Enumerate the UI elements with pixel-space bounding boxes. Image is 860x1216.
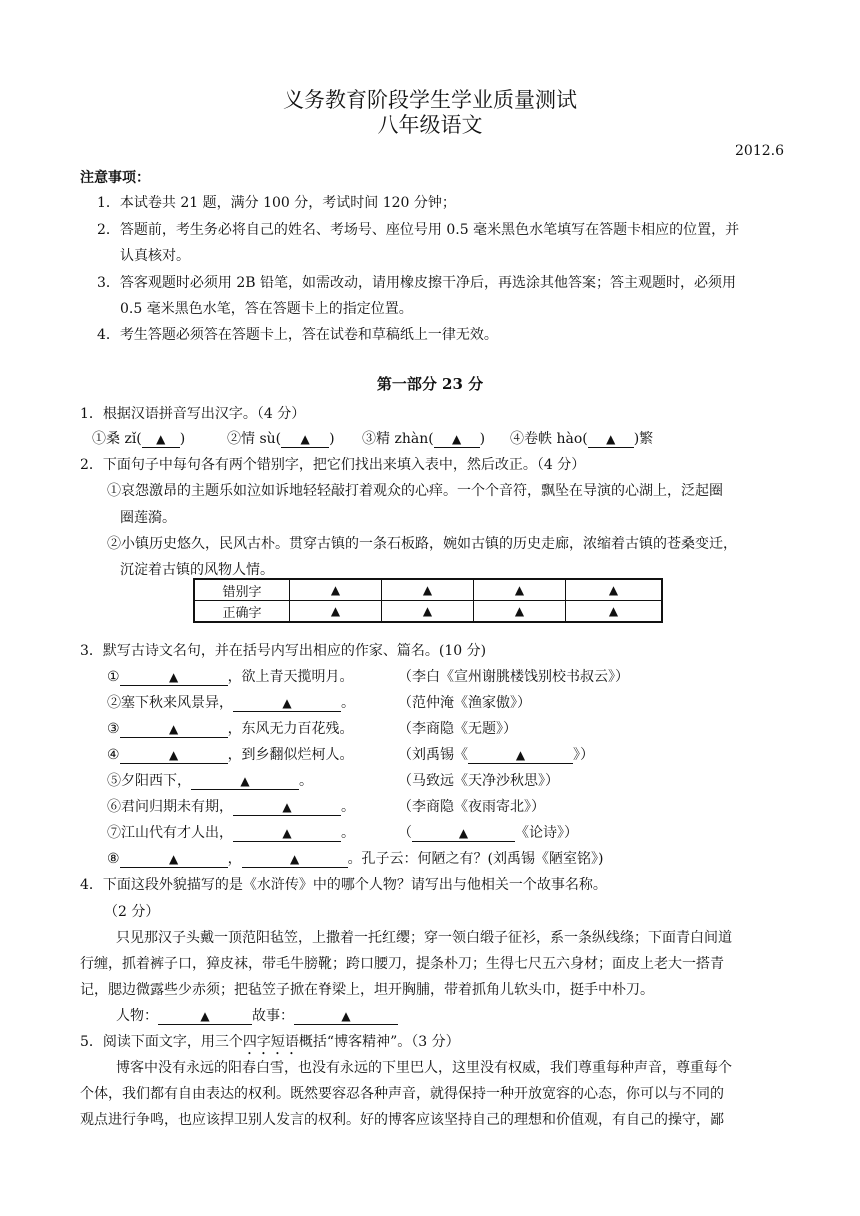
poem-line: ① ▲ ，欲上青天揽明月。 (107, 669, 354, 685)
poem-line: ④ ▲ ，到乡翻似烂柯人。 (107, 747, 354, 763)
row-header: 正确字 (194, 601, 290, 623)
notice-item: 认真核对。 (120, 248, 190, 264)
q1-stem: 1．根据汉语拼音写出汉字。（4 分） (80, 406, 306, 422)
table-row (194, 601, 662, 623)
answer-blank[interactable]: ▲ (242, 852, 348, 868)
answer-cell[interactable]: ▲ (474, 579, 566, 601)
notice-heading: 注意事项： (80, 170, 150, 186)
section-title: 第一部分 23 分 (376, 375, 484, 393)
passage-line: 行缠，抓着裤子口，獐皮袜，带毛牛膀靴；跨口腰刀，提条朴刀；生得七尺五六身材；面皮上老大一搭青 (80, 956, 724, 972)
poem-line: ③ ▲ ，东风无力百花残。 (107, 721, 354, 737)
answer-blank[interactable]: ▲ (142, 432, 180, 448)
answer-cell[interactable]: ▲ (566, 601, 663, 623)
exam-subtitle: 八年级语文 (377, 113, 483, 137)
answer-cell[interactable]: ▲ (474, 601, 566, 623)
answer-blank[interactable]: ▲ (191, 774, 299, 790)
passage-line: 博客中没有永远的阳春白雪，也没有永远的下里巴人，这里没有权威，我们尊重每种声音，尊重每个 (116, 1060, 732, 1076)
notice-item: 4．考生答题必须答在答题卡上，答在试卷和草稿纸上一律无效。 (97, 327, 498, 343)
q2-sentence: ①哀怨激昂的主题乐如泣如诉地轻轻敲打着观众的心痒。一个个音符，飘坠在导演的心湖上，泛起圈 (107, 483, 723, 499)
q2-sentence: 圈莲漪。 (120, 510, 176, 526)
answer-blank[interactable]: ▲ (281, 432, 329, 448)
q1-item: ④卷帙 hào( ▲ )繁 (510, 431, 654, 447)
notice-item: 0.5 毫米黑色水笔，答在答题卡上的指定位置。 (120, 301, 413, 317)
passage-line: 观点进行争鸣，也应该捍卫别人发言的权利。好的博客应该坚持自己的理想和价值观，有自己的操守，鄙 (80, 1112, 724, 1128)
q1-item: ②情 sù( ▲ ) (227, 431, 335, 447)
passage-line: 只见那汉子头戴一顶范阳毡笠，上撒着一托红缨；穿一领白缎子征衫，系一条纵线绦；下面青白间道 (116, 930, 732, 946)
answer-cell[interactable]: ▲ (382, 579, 474, 601)
answer-cell[interactable]: ▲ (290, 579, 382, 601)
poem-line: ⑥君问归期未有期， ▲ 。 (107, 799, 355, 815)
answer-blank[interactable]: ▲ (120, 852, 228, 868)
table-row (194, 579, 662, 601)
poem-source: （范仲淹《渔家傲》） (398, 695, 531, 711)
story-blank[interactable]: ▲ (294, 1009, 398, 1025)
answer-cell[interactable]: ▲ (382, 601, 474, 623)
q2-sentence: ②小镇历史悠久，民风古朴。贯穿古镇的一条石板路，婉如古镇的历史走廊，浓缩着古镇的苍桑变迁， (107, 536, 737, 552)
exam-date: 2012.6 (735, 143, 784, 159)
q2-sentence: 沉淀着古镇的风物人情。 (120, 562, 274, 578)
answer-blank[interactable]: ▲ (233, 800, 341, 816)
answer-blank[interactable]: ▲ (434, 432, 480, 448)
answer-blank[interactable]: ▲ (120, 722, 228, 738)
person-blank[interactable]: ▲ (158, 1009, 252, 1025)
poem-source: （李商隐《无题》） (398, 721, 517, 737)
q2-stem: 2．下面句子中每句各有两个错别字，把它们找出来填入表中，然后改正。（4 分） (80, 457, 586, 473)
answer-blank[interactable]: ▲ (588, 432, 634, 448)
q1-item: ①桑 zǐ( ▲ ) (92, 431, 186, 447)
answer-cell[interactable]: ▲ (290, 601, 382, 623)
poem-source: （ ▲ 《论诗》） (398, 825, 578, 841)
answer-blank[interactable]: ▲ (233, 696, 341, 712)
answer-blank[interactable]: ▲ (120, 748, 228, 764)
poem-line: ⑤夕阳西下， ▲ 。 (107, 773, 313, 789)
poem-line: ⑧ ▲ ， ▲ 。孔子云：何陋之有？(刘禹锡《陋室铭》) (107, 851, 604, 867)
poem-source: （李白《宣州谢朓楼饯别校书叔云》） (398, 669, 629, 685)
passage-line: 个体，我们都有自由表达的权利。既然要容忍各种声音，就得保持一种开放宽容的心态，你可以与不同的 (80, 1086, 724, 1102)
answer-blank[interactable]: ▲ (468, 748, 573, 764)
correction-table (193, 578, 663, 623)
notice-item: 1．本试卷共 21 题，满分 100 分，考试时间 120 分钟； (97, 195, 456, 211)
answer-blank[interactable]: ▲ (120, 670, 228, 686)
row-header: 错别字 (194, 579, 290, 601)
answer-blank[interactable]: ▲ (412, 826, 515, 842)
passage-line: 记，腮边微露些少赤须；把毡笠子掀在脊梁上，坦开胸脯，带着抓角儿软头巾，挺手中朴刀。 (80, 982, 654, 998)
poem-line: ⑦江山代有才人出， ▲ 。 (107, 825, 355, 841)
q4-stem: 4．下面这段外貌描写的是《水浒传》中的哪个人物？请写出与他相关一个故事名称。 (80, 877, 607, 893)
exam-title: 义务教育阶段学生学业质量测试 (283, 88, 577, 112)
q3-stem: 3．默写古诗文名句，并在括号内写出相应的作家、篇名。(10 分) (80, 643, 487, 659)
answer-blank[interactable]: ▲ (233, 826, 341, 842)
q4-score: （2 分） (104, 904, 160, 920)
notice-item: 2．答题前，考生务必将自己的姓名、考场号、座位号用 0.5 毫米黑色水笔填写在答题卡相应的位置，并 (97, 222, 740, 238)
q5-stem: 5．阅读下面文字，用三个四字短语概括“博客精神”。（3 分） (80, 1034, 460, 1050)
poem-source: （马致远《天净沙秋思》） (398, 773, 559, 789)
q1-item: ③精 zhàn( ▲ ) (362, 431, 486, 447)
poem-source: （刘禹锡《 ▲ 》） (398, 747, 594, 763)
poem-source: （李商隐《夜雨寄北》） (398, 799, 545, 815)
poem-line: ②塞下秋来风景异， ▲ 。 (107, 695, 355, 711)
q4-answer-line: 人物： ▲ 故事： ▲ (116, 1005, 398, 1025)
notice-item: 3．答客观题时必须用 2B 铅笔，如需改动，请用橡皮擦干净后，再选涂其他答案；答主观题时，必须用 (97, 275, 737, 291)
answer-cell[interactable]: ▲ (566, 579, 663, 601)
